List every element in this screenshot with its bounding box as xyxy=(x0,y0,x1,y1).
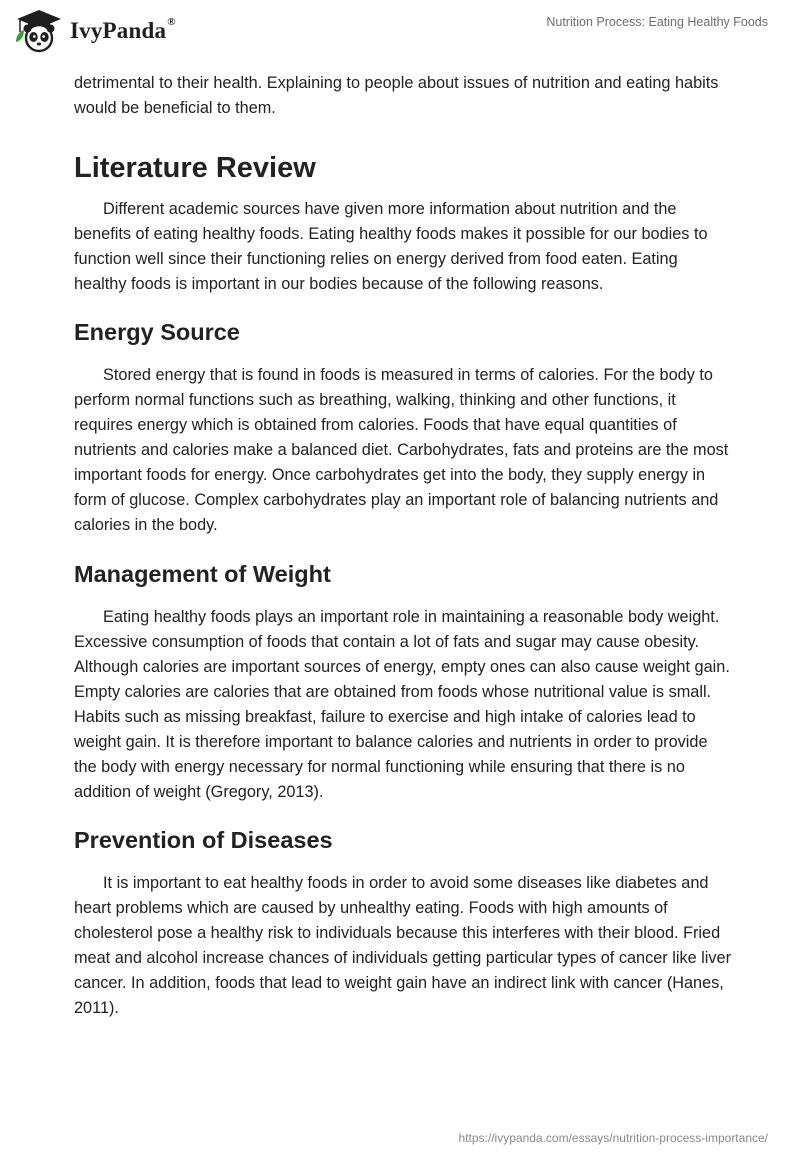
panda-graduation-cap-icon xyxy=(14,8,64,54)
page-header xyxy=(0,0,800,66)
registered-mark: ® xyxy=(167,16,176,29)
site-logo[interactable] xyxy=(14,8,176,54)
heading-literature-review: Literature Review xyxy=(74,152,316,184)
document-title: Nutrition Process: Eating Healthy Foods xyxy=(546,15,768,29)
source-url[interactable]: https://ivypanda.com/essays/nutrition-process-importance/ xyxy=(458,1131,768,1145)
prevention-of-diseases-paragraph: It is important to eat healthy foods in order to avoid some diseases like diabetes and heart problems which are caused by unhealthy eating. Foods with high amounts of cholesterol pose a healthy risk to individuals because this interferes with their blood. Fried meat and alcohol increase chances of individuals getting particular types of cancer like liver cancer. In addition, foods that lead to weight gain have an indirect link with cancer (Hanes, 2011). xyxy=(74,874,732,1017)
intro-paragraph-end: detrimental to their health. Explaining to people about issues of nutrition and eating habits would be beneficial to them. xyxy=(74,74,719,117)
management-of-weight-paragraph: Eating healthy foods plays an important role in maintaining a reasonable body weight. Excessive consumption of foods that contain a lot of fats and sugar may cause obesity. Although calories are important sources of energy, empty ones can also cause weight gain. Empty calories are calories that are obtained from foods whose nutritional value is small. Habits such as missing breakfast, failure to exercise and high intake of calories lead to weight gain. It is therefore important to balance calories and nutrients in order to provide the body with energy necessary for normal functioning while ensuring that there is no addition of weight (Gregory, 2013). xyxy=(74,608,730,801)
energy-source-paragraph: Stored energy that is found in foods is measured in terms of calories. For the body to perform normal functions such as breathing, walking, thinking and other functions, it requires energy which is obtained from calories. Foods that have equal quantities of nutrients and calories make a balanced diet. Carbohydrates, fats and proteins are the most important foods for energy. Once carbohydrates get into the body, they supply energy in form of glucose. Complex carbohydrates play an important role of balancing nutrients and calories in the body. xyxy=(74,366,729,534)
literature-review-paragraph: Different academic sources have given more information about nutrition and the benefits of eating healthy foods. Eating healthy foods makes it possible for our bodies to function well since their functioning relies on energy derived from food eaten. Eating healthy foods is important in our bodies because of the following reasons. xyxy=(74,200,708,293)
brand-name: IvyPanda® xyxy=(70,16,176,43)
heading-management-of-weight: Management of Weight xyxy=(74,561,331,587)
essay-content xyxy=(74,71,734,1021)
heading-energy-source: Energy Source xyxy=(74,319,240,345)
heading-prevention-of-diseases: Prevention of Diseases xyxy=(74,827,333,853)
